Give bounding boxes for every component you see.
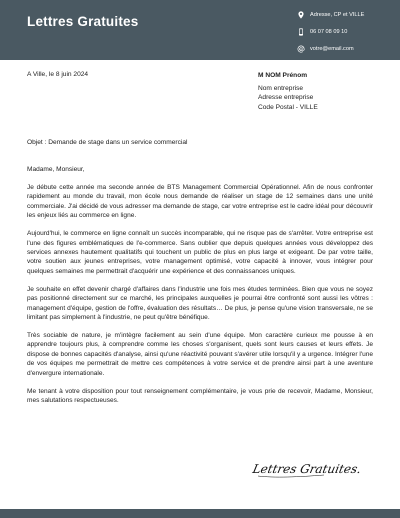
letter-body [27,165,373,414]
paragraph-3: Je souhaite en effet devenir chargé d'affaires dans l'industrie une fois mes études terminées. Bien que vous ne soyez pas positionné directement sur ce marché, les principales auxquelles je pourrai être confronté sont aussi les vôtres : management d'équipe, gestion de l'offre, évaluation des résultats… De plus, je pense qu'une vision transversale, ne se limitant pas simplement à l'industrie, ne peut qu'être bénéfique. [27,285,373,322]
brand-title: Lettres Gratuites [27,14,139,29]
recipient-address: Adresse entreprise [258,94,314,101]
address-text: Adresse, CP et VILLE [310,11,365,18]
email-link[interactable]: votre@email.com [310,45,354,52]
signature-text: Lettres Gratuites. [251,462,363,476]
letter-date: A Ville, le 8 juin 2024 [27,71,89,78]
paragraph-4: Très sociable de nature, je m'intègre facilement au sein d'une équipe. Mon caractère curieux me pousse à en apprendre toujours plus, à comprendre comme les choses s'organisent, quels sont leurs causes et leurs effets. Je dispose de bonnes capacités d'analyse, ainsi qu'une réactivité pouvant s'avérer utile lorsqu'il y a urgence. Intégrer l'une de vos équipes me permettrait de mettre ces compétences à votre service et de prendre ainsi part à une aventure d'envergure internationale. [27,332,373,377]
letter-subject: Objet : Demande de stage dans un service commercial [27,139,188,146]
recipient-name: M NOM Prénom [258,72,308,79]
contact-phone [296,23,364,40]
phone-icon [296,27,305,36]
greeting: Madame, Monsieur, [27,166,85,173]
phone-text: 06 07 08 09 10 [310,28,348,35]
contact-address [296,6,364,23]
recipient-city: Code Postal - VILLE [258,103,318,111]
at-icon [296,44,305,53]
header-bar [0,0,400,60]
recipient-block [258,71,318,112]
paragraph-1: Je débute cette année ma seconde année de BTS Management Commercial Opérationnel. Afin de nous confronter rapidement au monde du travail, mon école nous demande de réaliser un stage de 12 semaines dans une unité commerciale. J'ai décidé de vous adresser ma demande de stage, car votre entreprise est le cadre idéal pour découvrir les enjeux liés au commerce en ligne. [27,184,373,220]
footer-bar [0,509,400,518]
map-pin-icon [296,10,305,19]
contact-email [296,40,364,57]
paragraph-5: Me tenant à votre disposition pour tout renseignement complémentaire, je vous prie de recevoir, Madame, Monsieur, mes salutations respectueuses. [27,387,373,405]
recipient-company: Nom entreprise [258,84,304,92]
signature-image [251,454,363,482]
contact-block [296,6,364,57]
paragraph-2: Aujourd'hui, le commerce en ligne connaît un succès incomparable, qui ne risque pas de s'arrêter. Votre entreprise est l'une des figures emblématiques de l'e-commerce. Sans oublier que depuis quelques années vous développez des services annexes hautement qualitatifs qui touchent un public de plus en plus large et exigeant. De par votre taille, votre soutien aux jeunes entreprises, votre management optimisé, votre capacité à innover, vous intégrer pour quelques semaines me permettrait d'acquérir une expérience et des connaissances uniques. [27,230,373,275]
